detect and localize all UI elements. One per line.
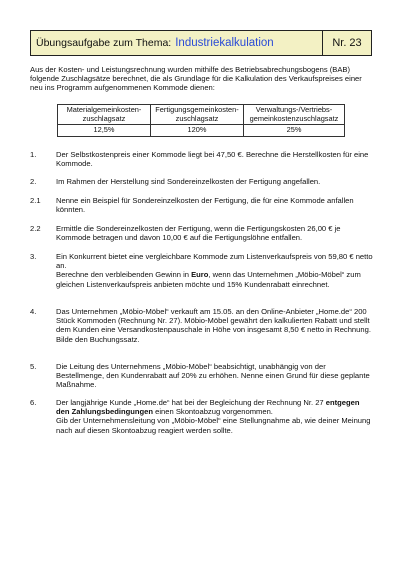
task-number: 5. xyxy=(30,362,37,371)
worksheet-header xyxy=(30,30,372,56)
task-2-2 xyxy=(30,224,375,242)
intro-text: Aus der Kosten- und Leistungsrechnung wurden mithilfe des Betriebsabrechungsbogens (BAB) folgende Zuschlagsätze berechnet, die als Grundlage für die Kalkulation des Verkaufspreises einer neu ins Programm aufgenommenen Kommode dienen: xyxy=(30,65,362,93)
task-5 xyxy=(30,362,375,390)
table-header-row xyxy=(58,105,345,125)
task-text: Die Leitung des Unternehmens „Möbio-Möbel“ beabsichtigt, unabhängig von der Bestellmenge, den Kundenrabatt auf 20% zu erhöhen. Nenne einen Grund für diese geplante Maßnahme. xyxy=(56,362,370,390)
table-header-cell: Fertigungsgemeinkosten-zuschlagsatz xyxy=(151,105,244,125)
task-text: Der Selbstkostenpreis einer Kommode liegt bei 47,50 €. Berechne die Herstellkosten für eine Kommode. xyxy=(56,150,369,169)
task-text: Im Rahmen der Herstellung sind Sondereinzelkosten der Fertigung angefallen. xyxy=(56,177,321,186)
task-text: Das Unternehmen „Möbio-Möbel“ verkauft am 15.05. an den Online-Anbieter „Home.de“ 200 Stück Kommoden (Rechnung Nr. 27). Möbio-Möbel gewährt den kalkulierten Rabatt und stellt dem Kunden eine Versandkostenpauschale in Höhe von insgesamt 8,50 € netto in Rechnung. Bilde den Buchungssatz. xyxy=(56,307,371,344)
task-6-line-2: Gib der Unternehmensleitung von „Möbio-Möbel“ eine Stellungnahme ab, wie deiner Meinung nach auf diesen Skontoabzug reagiert werden sollte. xyxy=(56,416,371,435)
task-1 xyxy=(30,150,375,168)
task-number: 6. xyxy=(30,398,37,407)
task-text xyxy=(56,252,375,289)
table-header-cell: Verwaltungs-/Vertriebs-gemeinkostenzuschlagsatz xyxy=(244,105,345,125)
surcharge-table xyxy=(57,104,345,137)
task-number: 1. xyxy=(30,150,37,159)
task-2 xyxy=(30,177,375,186)
task-6 xyxy=(30,398,375,435)
task-number: 2.1 xyxy=(30,196,41,205)
task-text: Nenne ein Beispiel für Sondereinzelkosten der Fertigung, die für eine Kommode anfallen könnten. xyxy=(56,196,354,215)
task-6-line-1: Der langjährige Kunde „Home.de“ hat bei der Begleichung der Rechnung Nr. 27 xyxy=(56,398,326,407)
task-4 xyxy=(30,307,375,344)
task-6-line-1c: einen Skontoabzug vorgenommen. xyxy=(153,407,273,417)
task-3-line-2a: Berechne den verbleibenden Gewinn in xyxy=(56,270,192,280)
table-value-cell: 120% xyxy=(151,125,244,137)
table-value-row xyxy=(58,125,345,137)
task-number: 3. xyxy=(30,252,37,261)
task-3-line-2c: , wenn das Unternehmen „Möbio-Möbel“ zum gleichen Listenverkaufspreis anbieten möchte und 15% Kundenrabatt einrechnet. xyxy=(56,270,361,289)
task-number: 4. xyxy=(30,307,37,316)
task-text: Ermittle die Sondereinzelkosten der Fertigung, wenn die Fertigungskosten 26,00 € je Kommode betragen und davon 10,00 € auf die Fertigungslöhne entfallen. xyxy=(56,224,341,243)
task-3 xyxy=(30,252,375,289)
task-number: 2.2 xyxy=(30,224,41,233)
header-topic: Industriekalkulation xyxy=(175,37,274,49)
table-header-cell: Materialgemeinkosten-zuschlagsatz xyxy=(58,105,151,125)
table-value-cell: 25% xyxy=(244,125,345,137)
task-2-1 xyxy=(30,196,375,214)
table-value-cell: 12,5% xyxy=(58,125,151,137)
task-number: 2. xyxy=(30,177,37,186)
task-3-bold-euro: Euro xyxy=(191,270,209,280)
task-3-line-1: Ein Konkurrent bietet eine vergleichbare Kommode zum Listenverkaufspreis von 59,80 € netto an. xyxy=(56,252,373,271)
task-6-bold-phrase: entgegen den Zahlungsbedingungen xyxy=(56,398,360,417)
header-prefix: Übungsaufgabe zum Thema: xyxy=(36,37,172,49)
header-title xyxy=(31,37,322,49)
exercise-number: Nr. 23 xyxy=(322,31,371,55)
task-text xyxy=(56,398,375,435)
